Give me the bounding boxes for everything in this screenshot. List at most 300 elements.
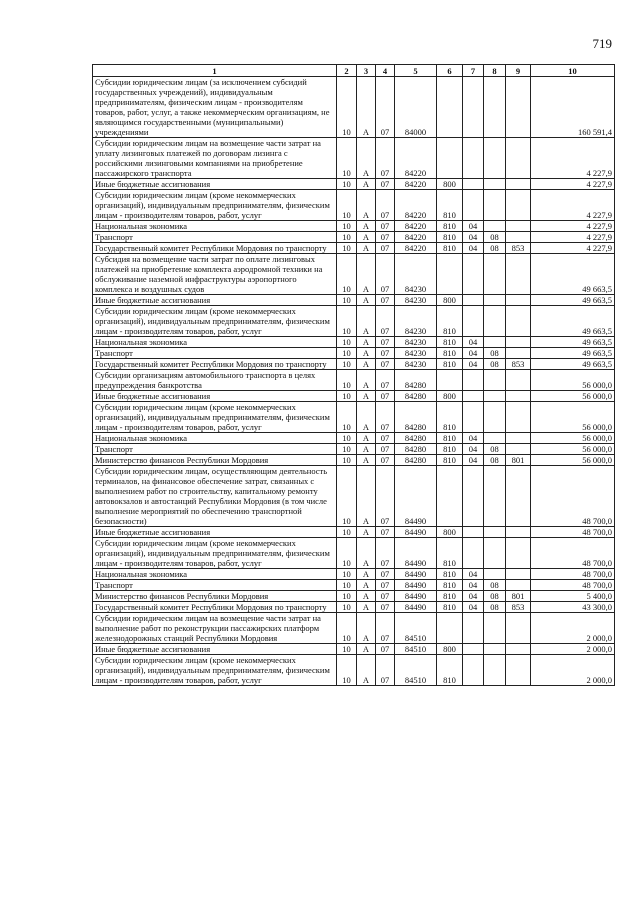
amount-cell: 4 227,9 bbox=[531, 190, 615, 221]
row-name-cell: Субсидии юридическим лицам (за исключением субсидий государственных учреждений), индивидуальным предпринимателям, физическим лицам - производителям товаров, работ, услуг, а также некоммерческим организациям, не являющимся государственными (муниципальными) учреждениями bbox=[93, 77, 337, 138]
code-cell: 810 bbox=[437, 190, 463, 221]
code-cell: А bbox=[357, 190, 376, 221]
code-cell: 07 bbox=[376, 221, 395, 232]
code-cell: 10 bbox=[337, 295, 357, 306]
code-cell: А bbox=[357, 348, 376, 359]
code-cell: А bbox=[357, 337, 376, 348]
amount-cell: 160 591,4 bbox=[531, 77, 615, 138]
code-cell bbox=[506, 580, 531, 591]
code-cell: 10 bbox=[337, 591, 357, 602]
row-name-cell: Субсидии организациям автомобильного транспорта в целях предупреждения банкротства bbox=[93, 370, 337, 391]
amount-cell: 4 227,9 bbox=[531, 179, 615, 190]
code-cell: 10 bbox=[337, 391, 357, 402]
code-cell: А bbox=[357, 455, 376, 466]
code-cell: 84220 bbox=[395, 221, 437, 232]
amount-cell: 48 700,0 bbox=[531, 527, 615, 538]
code-cell bbox=[506, 391, 531, 402]
code-cell: 07 bbox=[376, 77, 395, 138]
code-cell: 84510 bbox=[395, 613, 437, 644]
amount-cell: 2 000,0 bbox=[531, 644, 615, 655]
code-cell: 04 bbox=[463, 602, 484, 613]
table-row bbox=[93, 348, 615, 359]
code-cell: 810 bbox=[437, 337, 463, 348]
amount-cell: 49 663,5 bbox=[531, 359, 615, 370]
code-cell: 10 bbox=[337, 538, 357, 569]
code-cell: 07 bbox=[376, 569, 395, 580]
table-row bbox=[93, 295, 615, 306]
page-number: 719 bbox=[592, 36, 612, 51]
code-cell: 07 bbox=[376, 190, 395, 221]
code-cell bbox=[506, 370, 531, 391]
code-cell: 84490 bbox=[395, 602, 437, 613]
code-cell: 84230 bbox=[395, 306, 437, 337]
code-cell: 07 bbox=[376, 254, 395, 295]
code-cell: 853 bbox=[506, 359, 531, 370]
code-cell: А bbox=[357, 644, 376, 655]
code-cell bbox=[506, 254, 531, 295]
code-cell: 07 bbox=[376, 402, 395, 433]
code-cell: А bbox=[357, 254, 376, 295]
code-cell: 810 bbox=[437, 433, 463, 444]
code-cell: 810 bbox=[437, 591, 463, 602]
amount-cell: 56 000,0 bbox=[531, 433, 615, 444]
code-cell bbox=[506, 295, 531, 306]
table-row bbox=[93, 232, 615, 243]
row-name-cell: Национальная экономика bbox=[93, 221, 337, 232]
code-cell: 853 bbox=[506, 602, 531, 613]
table-row bbox=[93, 337, 615, 348]
code-cell: 84230 bbox=[395, 348, 437, 359]
code-cell: 84490 bbox=[395, 580, 437, 591]
row-name-cell: Субсидии юридическим лицам (кроме некоммерческих организаций), индивидуальным предпринимателям, физическим лицам - производителям товаров, работ, услуг bbox=[93, 402, 337, 433]
code-cell: 810 bbox=[437, 580, 463, 591]
row-name-cell: Субсидии юридическим лицам, осуществляющим деятельность терминалов, на финансовое обеспечение затрат, связанных с выполнением работ по строительству, капитальному ремонту автовокзалов и автостанций Республики Мордовия (в том числе выполнение мероприятий по обеспечению транспортной безопасности) bbox=[93, 466, 337, 527]
code-cell: 07 bbox=[376, 391, 395, 402]
code-cell: 07 bbox=[376, 243, 395, 254]
row-name-cell: Транспорт bbox=[93, 444, 337, 455]
code-cell: 07 bbox=[376, 644, 395, 655]
code-cell bbox=[506, 538, 531, 569]
code-cell: 10 bbox=[337, 77, 357, 138]
row-name-cell: Министерство финансов Республики Мордовия bbox=[93, 591, 337, 602]
table-row bbox=[93, 391, 615, 402]
row-name-cell: Субсидии юридическим лицам (кроме некоммерческих организаций), индивидуальным предпринимателям, физическим лицам - производителям товаров, работ, услуг bbox=[93, 306, 337, 337]
code-cell bbox=[506, 221, 531, 232]
code-cell: 84220 bbox=[395, 243, 437, 254]
table-row bbox=[93, 444, 615, 455]
code-cell: А bbox=[357, 359, 376, 370]
code-cell: 801 bbox=[506, 455, 531, 466]
code-cell bbox=[463, 190, 484, 221]
table-row bbox=[93, 190, 615, 221]
code-cell bbox=[484, 179, 506, 190]
code-cell: 08 bbox=[484, 232, 506, 243]
code-cell bbox=[437, 466, 463, 527]
column-header: 8 bbox=[484, 65, 506, 77]
code-cell bbox=[484, 402, 506, 433]
column-header: 2 bbox=[337, 65, 357, 77]
code-cell bbox=[437, 138, 463, 179]
code-cell: 810 bbox=[437, 348, 463, 359]
code-cell: 07 bbox=[376, 359, 395, 370]
table-row bbox=[93, 370, 615, 391]
code-cell bbox=[484, 538, 506, 569]
code-cell: 07 bbox=[376, 232, 395, 243]
code-cell: 84280 bbox=[395, 455, 437, 466]
table-row bbox=[93, 254, 615, 295]
code-cell: А bbox=[357, 538, 376, 569]
code-cell: А bbox=[357, 179, 376, 190]
code-cell bbox=[437, 370, 463, 391]
code-cell: 04 bbox=[463, 591, 484, 602]
code-cell: 84280 bbox=[395, 402, 437, 433]
row-name-cell: Субсидии юридическим лицам (кроме некоммерческих организаций), индивидуальным предпринимателям, физическим лицам - производителям товаров, работ, услуг bbox=[93, 655, 337, 686]
code-cell: 84230 bbox=[395, 295, 437, 306]
code-cell: 10 bbox=[337, 455, 357, 466]
code-cell: А bbox=[357, 569, 376, 580]
row-name-cell: Субсидии юридическим лицам (кроме некоммерческих организаций), индивидуальным предпринимателям, физическим лицам - производителям товаров, работ, услуг bbox=[93, 538, 337, 569]
code-cell bbox=[506, 402, 531, 433]
code-cell: 801 bbox=[506, 591, 531, 602]
code-cell: 10 bbox=[337, 190, 357, 221]
code-cell: 04 bbox=[463, 232, 484, 243]
code-cell: 84510 bbox=[395, 655, 437, 686]
code-cell: 04 bbox=[463, 221, 484, 232]
code-cell: 04 bbox=[463, 348, 484, 359]
amount-cell: 48 700,0 bbox=[531, 538, 615, 569]
code-cell: А bbox=[357, 138, 376, 179]
code-cell: 10 bbox=[337, 254, 357, 295]
code-cell: 07 bbox=[376, 179, 395, 190]
code-cell bbox=[484, 295, 506, 306]
code-cell: 10 bbox=[337, 433, 357, 444]
code-cell: 10 bbox=[337, 655, 357, 686]
code-cell: 08 bbox=[484, 359, 506, 370]
code-cell bbox=[506, 444, 531, 455]
amount-cell: 56 000,0 bbox=[531, 370, 615, 391]
code-cell: 810 bbox=[437, 232, 463, 243]
table-row bbox=[93, 527, 615, 538]
column-header: 9 bbox=[506, 65, 531, 77]
code-cell bbox=[484, 527, 506, 538]
code-cell: 07 bbox=[376, 655, 395, 686]
code-cell bbox=[484, 655, 506, 686]
column-header: 3 bbox=[357, 65, 376, 77]
code-cell: 10 bbox=[337, 232, 357, 243]
table-row bbox=[93, 538, 615, 569]
table-row bbox=[93, 655, 615, 686]
code-cell bbox=[463, 391, 484, 402]
code-cell: 84220 bbox=[395, 179, 437, 190]
code-cell bbox=[484, 433, 506, 444]
code-cell bbox=[506, 306, 531, 337]
code-cell bbox=[506, 527, 531, 538]
code-cell bbox=[463, 655, 484, 686]
code-cell: 07 bbox=[376, 527, 395, 538]
code-cell: 84230 bbox=[395, 359, 437, 370]
code-cell bbox=[463, 466, 484, 527]
row-name-cell: Национальная экономика bbox=[93, 337, 337, 348]
code-cell bbox=[463, 77, 484, 138]
code-cell bbox=[506, 655, 531, 686]
code-cell: 10 bbox=[337, 644, 357, 655]
code-cell: 07 bbox=[376, 370, 395, 391]
code-cell bbox=[484, 221, 506, 232]
code-cell bbox=[463, 138, 484, 179]
table-row bbox=[93, 455, 615, 466]
row-name-cell: Государственный комитет Республики Мордовия по транспорту bbox=[93, 243, 337, 254]
code-cell: А bbox=[357, 580, 376, 591]
code-cell: 800 bbox=[437, 295, 463, 306]
code-cell: А bbox=[357, 602, 376, 613]
code-cell: 84280 bbox=[395, 433, 437, 444]
table-row bbox=[93, 569, 615, 580]
code-cell: А bbox=[357, 243, 376, 254]
code-cell: 84220 bbox=[395, 190, 437, 221]
code-cell: 07 bbox=[376, 348, 395, 359]
code-cell bbox=[506, 466, 531, 527]
code-cell bbox=[463, 527, 484, 538]
amount-cell: 49 663,5 bbox=[531, 306, 615, 337]
code-cell: 10 bbox=[337, 306, 357, 337]
code-cell: 810 bbox=[437, 602, 463, 613]
code-cell: 10 bbox=[337, 337, 357, 348]
code-cell: 07 bbox=[376, 613, 395, 644]
code-cell: 08 bbox=[484, 243, 506, 254]
amount-cell: 4 227,9 bbox=[531, 232, 615, 243]
code-cell bbox=[437, 254, 463, 295]
code-cell bbox=[463, 254, 484, 295]
column-header: 5 bbox=[395, 65, 437, 77]
code-cell: А bbox=[357, 527, 376, 538]
amount-cell: 4 227,9 bbox=[531, 243, 615, 254]
code-cell: 10 bbox=[337, 613, 357, 644]
code-cell: 07 bbox=[376, 138, 395, 179]
header-row bbox=[93, 65, 615, 77]
code-cell: 07 bbox=[376, 591, 395, 602]
code-cell bbox=[437, 77, 463, 138]
code-cell: А bbox=[357, 77, 376, 138]
row-name-cell: Иные бюджетные ассигнования bbox=[93, 644, 337, 655]
code-cell bbox=[437, 613, 463, 644]
table-row bbox=[93, 306, 615, 337]
code-cell: 800 bbox=[437, 527, 463, 538]
code-cell: 853 bbox=[506, 243, 531, 254]
code-cell bbox=[484, 391, 506, 402]
code-cell: 10 bbox=[337, 580, 357, 591]
amount-cell: 4 227,9 bbox=[531, 138, 615, 179]
code-cell: 08 bbox=[484, 348, 506, 359]
code-cell: 10 bbox=[337, 179, 357, 190]
code-cell bbox=[484, 370, 506, 391]
code-cell bbox=[484, 613, 506, 644]
code-cell: 810 bbox=[437, 402, 463, 433]
row-name-cell: Транспорт bbox=[93, 232, 337, 243]
code-cell: 810 bbox=[437, 221, 463, 232]
code-cell bbox=[463, 644, 484, 655]
code-cell bbox=[484, 77, 506, 138]
row-name-cell: Субсидии юридическим лицам на возмещение части затрат на выполнение работ по реконструкции пассажирских платформ железнодорожных станций Республики Мордовия bbox=[93, 613, 337, 644]
row-name-cell: Субсидия на возмещение части затрат по оплате лизинговых платежей на приобретение комплекта аэродромной техники на обслуживание наземной инфраструктуры аэропортного комплекса и воздушных судов bbox=[93, 254, 337, 295]
code-cell bbox=[506, 232, 531, 243]
code-cell: 810 bbox=[437, 455, 463, 466]
code-cell: 84490 bbox=[395, 538, 437, 569]
row-name-cell: Транспорт bbox=[93, 580, 337, 591]
code-cell bbox=[506, 348, 531, 359]
code-cell: 84490 bbox=[395, 569, 437, 580]
code-cell: 04 bbox=[463, 444, 484, 455]
code-cell: 08 bbox=[484, 591, 506, 602]
code-cell: 07 bbox=[376, 306, 395, 337]
code-cell bbox=[506, 77, 531, 138]
amount-cell: 43 300,0 bbox=[531, 602, 615, 613]
code-cell: 800 bbox=[437, 391, 463, 402]
code-cell: 810 bbox=[437, 243, 463, 254]
column-header: 10 bbox=[531, 65, 615, 77]
code-cell: 10 bbox=[337, 602, 357, 613]
column-header: 4 bbox=[376, 65, 395, 77]
code-cell: 04 bbox=[463, 455, 484, 466]
code-cell bbox=[463, 370, 484, 391]
amount-cell: 2 000,0 bbox=[531, 655, 615, 686]
code-cell: 07 bbox=[376, 295, 395, 306]
table-row bbox=[93, 433, 615, 444]
amount-cell: 49 663,5 bbox=[531, 337, 615, 348]
code-cell: 08 bbox=[484, 444, 506, 455]
code-cell: 04 bbox=[463, 433, 484, 444]
code-cell: 10 bbox=[337, 359, 357, 370]
amount-cell: 48 700,0 bbox=[531, 569, 615, 580]
code-cell: 07 bbox=[376, 444, 395, 455]
row-name-cell: Иные бюджетные ассигнования bbox=[93, 391, 337, 402]
code-cell: А bbox=[357, 221, 376, 232]
code-cell bbox=[463, 179, 484, 190]
code-cell bbox=[484, 337, 506, 348]
table-row bbox=[93, 243, 615, 254]
column-header: 7 bbox=[463, 65, 484, 77]
code-cell: А bbox=[357, 370, 376, 391]
code-cell bbox=[506, 644, 531, 655]
column-header: 1 bbox=[93, 65, 337, 77]
code-cell: 810 bbox=[437, 655, 463, 686]
code-cell: 84280 bbox=[395, 391, 437, 402]
amount-cell: 2 000,0 bbox=[531, 613, 615, 644]
row-name-cell: Субсидии юридическим лицам (кроме некоммерческих организаций), индивидуальным предпринимателям, физическим лицам - производителям товаров, работ, услуг bbox=[93, 190, 337, 221]
code-cell: 810 bbox=[437, 359, 463, 370]
code-cell: 07 bbox=[376, 538, 395, 569]
amount-cell: 5 400,0 bbox=[531, 591, 615, 602]
code-cell: А bbox=[357, 466, 376, 527]
code-cell bbox=[484, 466, 506, 527]
code-cell: 84230 bbox=[395, 254, 437, 295]
table-row bbox=[93, 591, 615, 602]
code-cell: 04 bbox=[463, 337, 484, 348]
code-cell: 84490 bbox=[395, 527, 437, 538]
code-cell: 07 bbox=[376, 433, 395, 444]
code-cell: 810 bbox=[437, 569, 463, 580]
amount-cell: 56 000,0 bbox=[531, 455, 615, 466]
code-cell: 84230 bbox=[395, 337, 437, 348]
row-name-cell: Министерство финансов Республики Мордовия bbox=[93, 455, 337, 466]
column-header: 6 bbox=[437, 65, 463, 77]
code-cell bbox=[484, 569, 506, 580]
code-cell: 10 bbox=[337, 527, 357, 538]
code-cell: 08 bbox=[484, 455, 506, 466]
budget-table bbox=[92, 64, 615, 686]
row-name-cell: Транспорт bbox=[93, 348, 337, 359]
code-cell: 10 bbox=[337, 221, 357, 232]
table-row bbox=[93, 179, 615, 190]
code-cell bbox=[506, 613, 531, 644]
code-cell: А bbox=[357, 391, 376, 402]
code-cell bbox=[506, 138, 531, 179]
code-cell: 10 bbox=[337, 444, 357, 455]
code-cell: 04 bbox=[463, 569, 484, 580]
code-cell: А bbox=[357, 295, 376, 306]
code-cell: 10 bbox=[337, 370, 357, 391]
amount-cell: 48 700,0 bbox=[531, 466, 615, 527]
table-row bbox=[93, 466, 615, 527]
code-cell: 84510 bbox=[395, 644, 437, 655]
code-cell: 10 bbox=[337, 138, 357, 179]
code-cell bbox=[463, 402, 484, 433]
code-cell: А bbox=[357, 655, 376, 686]
row-name-cell: Государственный комитет Республики Мордовия по транспорту bbox=[93, 602, 337, 613]
code-cell: 810 bbox=[437, 306, 463, 337]
code-cell: 800 bbox=[437, 179, 463, 190]
code-cell bbox=[484, 190, 506, 221]
code-cell: 07 bbox=[376, 602, 395, 613]
code-cell: 10 bbox=[337, 402, 357, 433]
amount-cell: 49 663,5 bbox=[531, 295, 615, 306]
table-row bbox=[93, 359, 615, 370]
table-row bbox=[93, 580, 615, 591]
row-name-cell: Национальная экономика bbox=[93, 433, 337, 444]
code-cell: 07 bbox=[376, 455, 395, 466]
amount-cell: 49 663,5 bbox=[531, 348, 615, 359]
code-cell: А bbox=[357, 433, 376, 444]
row-name-cell: Национальная экономика bbox=[93, 569, 337, 580]
amount-cell: 49 663,5 bbox=[531, 254, 615, 295]
code-cell bbox=[506, 569, 531, 580]
code-cell: 04 bbox=[463, 243, 484, 254]
code-cell: 10 bbox=[337, 466, 357, 527]
table-row bbox=[93, 402, 615, 433]
code-cell bbox=[506, 433, 531, 444]
code-cell: 07 bbox=[376, 466, 395, 527]
code-cell: 84220 bbox=[395, 138, 437, 179]
table-row bbox=[93, 644, 615, 655]
code-cell: 84280 bbox=[395, 444, 437, 455]
code-cell: 10 bbox=[337, 243, 357, 254]
table-row bbox=[93, 613, 615, 644]
table-row bbox=[93, 221, 615, 232]
code-cell bbox=[484, 644, 506, 655]
code-cell: А bbox=[357, 444, 376, 455]
row-name-cell: Иные бюджетные ассигнования bbox=[93, 527, 337, 538]
code-cell bbox=[484, 306, 506, 337]
table-row bbox=[93, 77, 615, 138]
code-cell: 810 bbox=[437, 538, 463, 569]
code-cell: А bbox=[357, 613, 376, 644]
amount-cell: 56 000,0 bbox=[531, 402, 615, 433]
code-cell: 08 bbox=[484, 602, 506, 613]
table-row bbox=[93, 602, 615, 613]
code-cell: 07 bbox=[376, 337, 395, 348]
amount-cell: 48 700,0 bbox=[531, 580, 615, 591]
code-cell: 04 bbox=[463, 359, 484, 370]
code-cell: 84490 bbox=[395, 591, 437, 602]
